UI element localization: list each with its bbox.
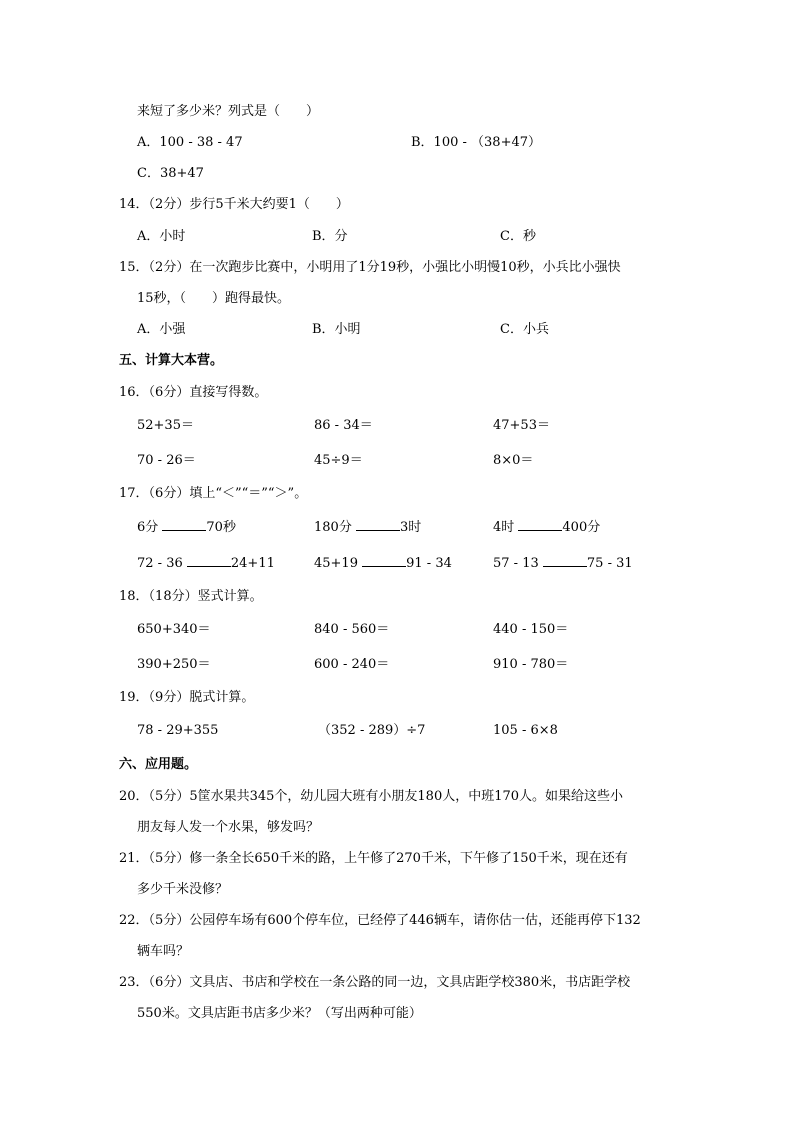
q19-stem: 19．（9分）脱式计算。 [119, 690, 255, 705]
q18-item: 650+340＝ [137, 622, 211, 637]
answer-blank[interactable] [162, 518, 206, 531]
q18-item: 440 - 150＝ [493, 622, 569, 637]
q19-item: 78 - 29+355 [137, 723, 219, 738]
q17-stem: 17．（6分）填上“＜”“＝”“＞”。 [119, 486, 308, 501]
q17-item: 72 - 36 24+11 [137, 556, 275, 571]
q14-option-a: A．小时 [137, 229, 186, 244]
answer-blank[interactable] [356, 518, 400, 531]
q17-item: 6分 70秒 [137, 520, 236, 535]
q16-item: 47+53＝ [493, 418, 550, 433]
q16-item: 45÷9＝ [314, 453, 363, 468]
q16-item: 86 - 34＝ [314, 418, 373, 433]
q14-option-b: B．分 [312, 229, 348, 244]
q13-option-b: B．100 - （38+47） [411, 135, 542, 150]
q16-item: 70 - 26＝ [137, 453, 196, 468]
q16-item: 8×0＝ [493, 453, 534, 468]
q13-option-c: C．38+47 [137, 166, 204, 181]
q16-stem: 16．（6分）直接写得数。 [119, 385, 268, 400]
q18-stem: 18．（18分）竖式计算。 [119, 589, 263, 604]
q18-item: 600 - 240＝ [314, 657, 390, 672]
answer-blank[interactable] [362, 554, 406, 567]
q17-item: 4时 400分 [493, 520, 601, 535]
q17-item: 45+19 91 - 34 [314, 556, 452, 571]
answer-blank[interactable] [187, 554, 231, 567]
q15-stem-line2: 15秒，（ ）跑得最快。 [137, 291, 291, 306]
q22-stem-line1: 22．（5分）公园停车场有600个停车位，已经停了446辆车，请你估一估，还能再停下132 [119, 913, 641, 928]
q14-option-c: C．秒 [500, 229, 536, 244]
q15-option-b: B．小明 [312, 322, 361, 337]
q19-item: （352 - 289）÷7 [318, 723, 426, 738]
q21-stem-line1: 21．（5分）修一条全长650千米的路，上午修了270千米，下午修了150千米，现在还有 [119, 851, 628, 866]
q15-option-c: C．小兵 [500, 322, 549, 337]
q16-item: 52+35＝ [137, 418, 194, 433]
q13-option-a: A．100 - 38 - 47 [137, 135, 243, 150]
section-5-heading: 五、计算大本营。 [119, 353, 224, 368]
q15-stem-line1: 15．（2分）在一次跑步比赛中，小明用了1分19秒，小强比小明慢10秒，小兵比小强快 [119, 260, 621, 275]
q20-stem-line1: 20．（5分）5筐水果共345个，幼儿园大班有小朋友180人，中班170人。如果给这些小 [119, 789, 624, 804]
q20-stem-line2: 朋友每人发一个水果，够发吗？ [137, 820, 320, 835]
answer-blank[interactable] [543, 554, 587, 567]
q18-item: 840 - 560＝ [314, 622, 390, 637]
q22-stem-line2: 辆车吗？ [137, 944, 190, 959]
q23-stem-line2: 550米。文具店距书店多少米？（写出两种可能） [137, 1006, 422, 1021]
q13-stem-cont: 来短了多少米？列式是（ ） [137, 104, 320, 119]
q18-item: 910 - 780＝ [493, 657, 569, 672]
q17-item: 57 - 13 75 - 31 [493, 556, 633, 571]
q15-option-a: A．小强 [137, 322, 186, 337]
section-6-heading: 六、应用题。 [119, 757, 198, 772]
q14-stem: 14．（2分）步行5千米大约要1（ ） [119, 197, 349, 212]
q19-item: 105 - 6×8 [493, 723, 558, 738]
q18-item: 390+250＝ [137, 657, 211, 672]
q23-stem-line1: 23．（6分）文具店、书店和学校在一条公路的同一边，文具店距学校380米，书店距学校 [119, 975, 631, 990]
q17-item: 180分 3时 [314, 520, 422, 535]
q21-stem-line2: 多少千米没修？ [137, 882, 229, 897]
answer-blank[interactable] [518, 518, 562, 531]
